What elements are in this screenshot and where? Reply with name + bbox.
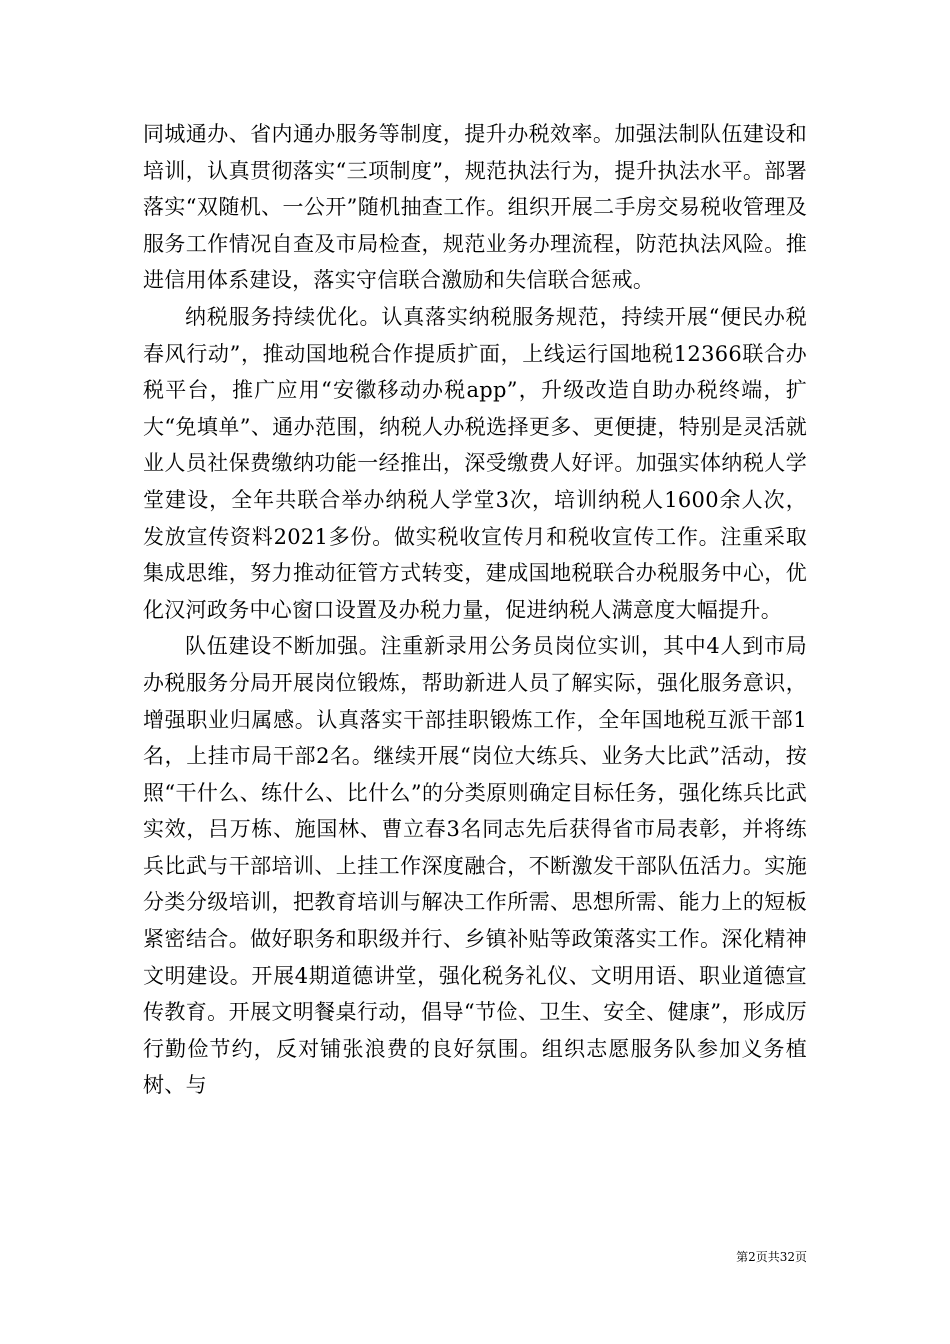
paragraph-tax-service: 纳税服务持续优化。认真落实纳税服务规范，持续开展“便民办税春风行动”，推动国地税合作提质扩面，上线运行国地税12366联合办税平台，推广应用“安徽移动办税app”，升级改造自助办税终端，扩大“免填单”、通办范围，纳税人办税选择更多、更便捷，特别是灵活就业人员社保费缴纳功能一经推出，深受缴费人好评。加强实体纳税人学堂建设，全年共联合举办纳税人学堂3次，培训纳税人1600余人次，发放宣传资料2021多份。做实税收宣传月和税收宣传工作。注重采取集成思维，努力推动征管方式转变，建成国地税联合办税服务中心，优化汉河政务中心窗口设置及办税力量，促进纳税人满意度大幅提升。 <box>143 304 807 622</box>
document-body <box>143 116 807 1104</box>
page-number: 第2页共32页 <box>736 1250 807 1264</box>
paragraph-team-building: 队伍建设不断加强。注重新录用公务员岗位实训，其中4人到市局办税服务分局开展岗位锻炼，帮助新进人员了解实际，强化服务意识，增强职业归属感。认真落实干部挂职锻炼工作，全年国地税互派干部1名，上挂市局干部2名。继续开展“岗位大练兵、业务大比武”活动，按照“干什么、练什么、比什么”的分类原则确定目标任务，强化练兵比武实效，吕万栋、施国林、曹立春3名同志先后获得省市局表彰，并将练兵比武与干部培训、上挂工作深度融合，不断激发干部队伍活力。实施分类分级培训，把教育培训与解决工作所需、思想所需、能力上的短板紧密结合。做好职务和职级并行、乡镇补贴等政策落实工作。深化精神文明建设。开展4期道德讲堂，强化税务礼仪、文明用语、职业道德宣传教育。开展文明餐桌行动，倡导“节俭、卫生、安全、健康”，形成厉行勤俭节约，反对铺张浪费的良好氛围。组织志愿服务队参加义务植树、与 <box>143 634 807 1098</box>
paragraph-law-enforcement: 同城通办、省内通办服务等制度，提升办税效率。加强法制队伍建设和培训，认真贯彻落实“三项制度”，规范执法行为，提升执法水平。部署落实“双随机、一公开”随机抽查工作。组织开展二手房交易税收管理及服务工作情况自查及市局检查，规范业务办理流程，防范执法风险。推进信用体系建设，落实守信联合激励和失信联合惩戒。 <box>143 122 807 293</box>
